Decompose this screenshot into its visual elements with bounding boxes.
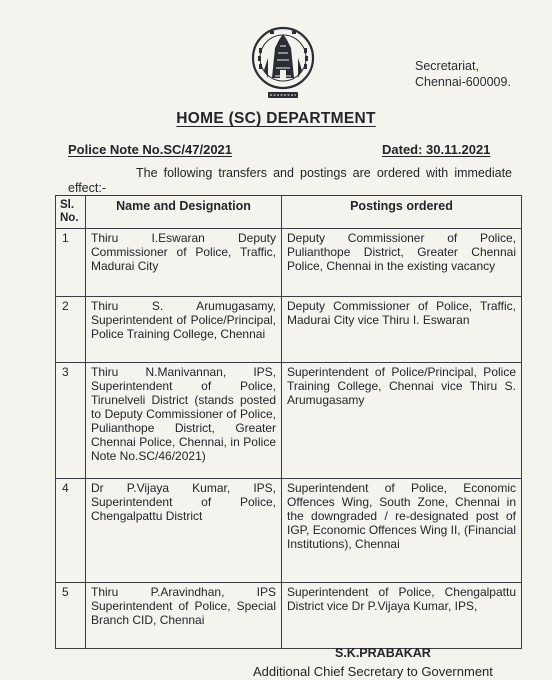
secretariat-address [415, 58, 545, 90]
row-posting: Deputy Commissioner of Police, Traffic, Madurai City vice Thiru I. Eswaran [282, 297, 522, 363]
row-sl: 4 [56, 479, 86, 583]
department-title-text: HOME (SC) DEPARTMENT [176, 110, 376, 127]
row-posting: Superintendent of Police/Principal, Police Training College, Chennai vice Thiru S. Arumugasamy [282, 363, 522, 479]
table-row [56, 479, 522, 583]
signatory-name: S.K.PRABAKAR [335, 646, 431, 660]
row-name: Thiru P.Aravindhan, IPS Superintendent of Police, Special Branch CID, Chennai [86, 583, 282, 649]
note-date: Dated: 30.11.2021 [382, 142, 491, 157]
table-header-row [56, 196, 522, 229]
tamil-nadu-emblem-icon [250, 18, 316, 110]
header-postings-ordered: Postings ordered [282, 196, 522, 229]
row-sl: 5 [56, 583, 86, 649]
header-name-designation: Name and Designation [86, 196, 282, 229]
table-row [56, 297, 522, 363]
table-row [56, 363, 522, 479]
row-sl: 3 [56, 363, 86, 479]
row-name: Dr P.Vijaya Kumar, IPS, Superintendent of Police, Chengalpattu District [86, 479, 282, 583]
secretariat-line2: Chennai-600009. [415, 75, 511, 89]
intro-text: The following transfers and postings are ordered with immediate effect:- [68, 166, 512, 195]
row-sl: 1 [56, 229, 86, 297]
row-name: Thiru I.Eswaran Deputy Commissioner of Police, Traffic, Madurai City [86, 229, 282, 297]
secretariat-line1: Secretariat, [415, 59, 479, 73]
intro-paragraph [68, 166, 512, 196]
table-row [56, 229, 522, 297]
row-posting: Superintendent of Police, Economic Offences Wing, South Zone, Chennai in the downgraded / re-designated post of IGP, Economic Offences Wing II, (Financial Institutions), Chennai [282, 479, 522, 583]
police-note-number: Police Note No.SC/47/2021 [68, 142, 233, 157]
header-sl-no: Sl. No. [56, 196, 86, 229]
department-title [0, 110, 552, 128]
row-posting: Deputy Commissioner of Police, Pulianthope District, Greater Chennai Police, Chennai in the existing vacancy [282, 229, 522, 297]
row-posting: Superintendent of Police, Chengalpattu District vice Dr P.Vijaya Kumar, IPS, [282, 583, 522, 649]
row-name: Thiru S. Arumugasamy, Superintendent of Police/Principal, Police Training College, Chennai [86, 297, 282, 363]
row-sl: 2 [56, 297, 86, 363]
signatory-title: Additional Chief Secretary to Government [253, 664, 493, 679]
row-name: Thiru N.Manivannan, IPS, Superintendent of Police, Tirunelveli District (stands posted to Deputy Commissioner of Police, Pulianthope District, Greater Chennai Police, Chennai, in Police Note No.SC/46/2021) [86, 363, 282, 479]
table-row [56, 583, 522, 649]
transfers-table [55, 195, 522, 649]
